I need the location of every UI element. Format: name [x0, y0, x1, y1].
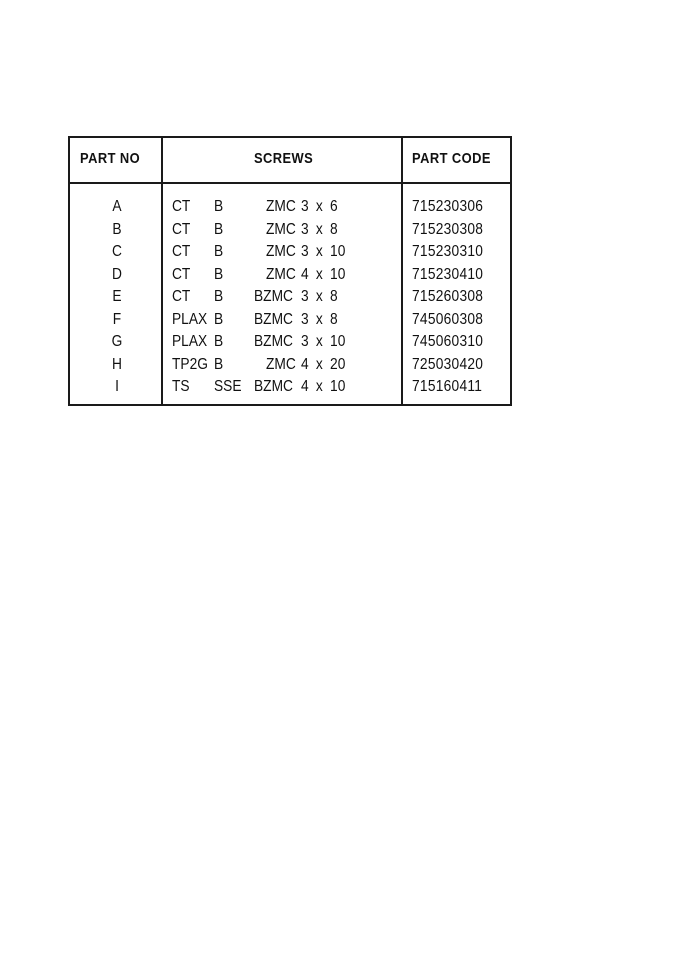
part-code: 715230410	[412, 265, 484, 283]
screw-parts-table	[68, 136, 512, 406]
part-letter: B	[112, 220, 122, 238]
screw-size: 3 x 10	[301, 243, 346, 260]
screw-head: B	[214, 243, 224, 260]
part-letter: I	[115, 378, 119, 395]
screw-type: CT	[172, 243, 191, 260]
screw-size: 3 x 8	[301, 310, 338, 328]
screw-material: BZMC	[254, 310, 293, 328]
screw-head: B	[214, 220, 224, 238]
screw-size: 4 x 20	[301, 355, 346, 373]
part-code: 745060308	[412, 310, 484, 328]
screw-head: SSE	[214, 378, 242, 395]
part-code: 725030420	[412, 355, 484, 373]
screw-type: CT	[172, 265, 191, 283]
screw-head: B	[214, 265, 224, 283]
screw-head: B	[214, 310, 224, 328]
table-body	[70, 196, 510, 399]
table-row	[70, 241, 510, 264]
screw-material: ZMC	[266, 243, 296, 260]
part-code: 715230306	[412, 198, 484, 215]
part-code: 745060310	[412, 333, 484, 350]
screw-head: B	[214, 333, 224, 350]
part-letter: F	[112, 310, 122, 328]
screw-material: BZMC	[254, 378, 293, 395]
screw-material: ZMC	[266, 355, 296, 373]
screw-material: BZMC	[254, 288, 293, 305]
screw-material: ZMC	[266, 198, 296, 215]
screw-type: PLAX	[172, 333, 208, 350]
screw-material: ZMC	[266, 265, 296, 283]
part-letter: C	[112, 243, 122, 260]
screw-type: CT	[172, 220, 191, 238]
screw-type: TS	[172, 378, 190, 395]
screw-size: 3 x 10	[301, 333, 346, 350]
part-letter: D	[112, 265, 122, 283]
table-row	[70, 219, 510, 242]
table-row	[70, 309, 510, 332]
part-letter: E	[112, 288, 122, 305]
part-letter: G	[111, 333, 123, 350]
screw-size: 4 x 10	[301, 265, 346, 283]
part-letter: A	[112, 198, 122, 215]
table-row	[70, 264, 510, 287]
table-row	[70, 286, 510, 309]
table-row	[70, 376, 510, 399]
screw-head: B	[214, 288, 224, 305]
screw-type: PLAX	[172, 310, 208, 328]
header-divider	[70, 182, 510, 184]
screw-size: 3 x 8	[301, 288, 338, 305]
screw-type: CT	[172, 198, 191, 215]
screw-size: 4 x 10	[301, 378, 346, 395]
screw-head: B	[214, 198, 224, 215]
header-screws: SCREWS	[254, 150, 314, 167]
table-row	[70, 331, 510, 354]
part-letter: H	[112, 355, 122, 373]
part-code: 715260308	[412, 288, 484, 305]
screw-head: B	[214, 355, 224, 373]
screw-type: CT	[172, 288, 191, 305]
part-code: 715230310	[412, 243, 484, 260]
screw-size: 3 x 6	[301, 198, 338, 215]
part-code: 715160411	[412, 378, 483, 395]
table-row	[70, 196, 510, 219]
screw-type: TP2G	[172, 355, 208, 373]
screw-material: ZMC	[266, 220, 296, 238]
table-row	[70, 354, 510, 377]
screw-size: 3 x 8	[301, 220, 338, 238]
screw-material: BZMC	[254, 333, 293, 350]
part-code: 715230308	[412, 220, 484, 238]
header-part-no: PART NO	[80, 150, 141, 167]
header-part-code: PART CODE	[412, 150, 491, 167]
